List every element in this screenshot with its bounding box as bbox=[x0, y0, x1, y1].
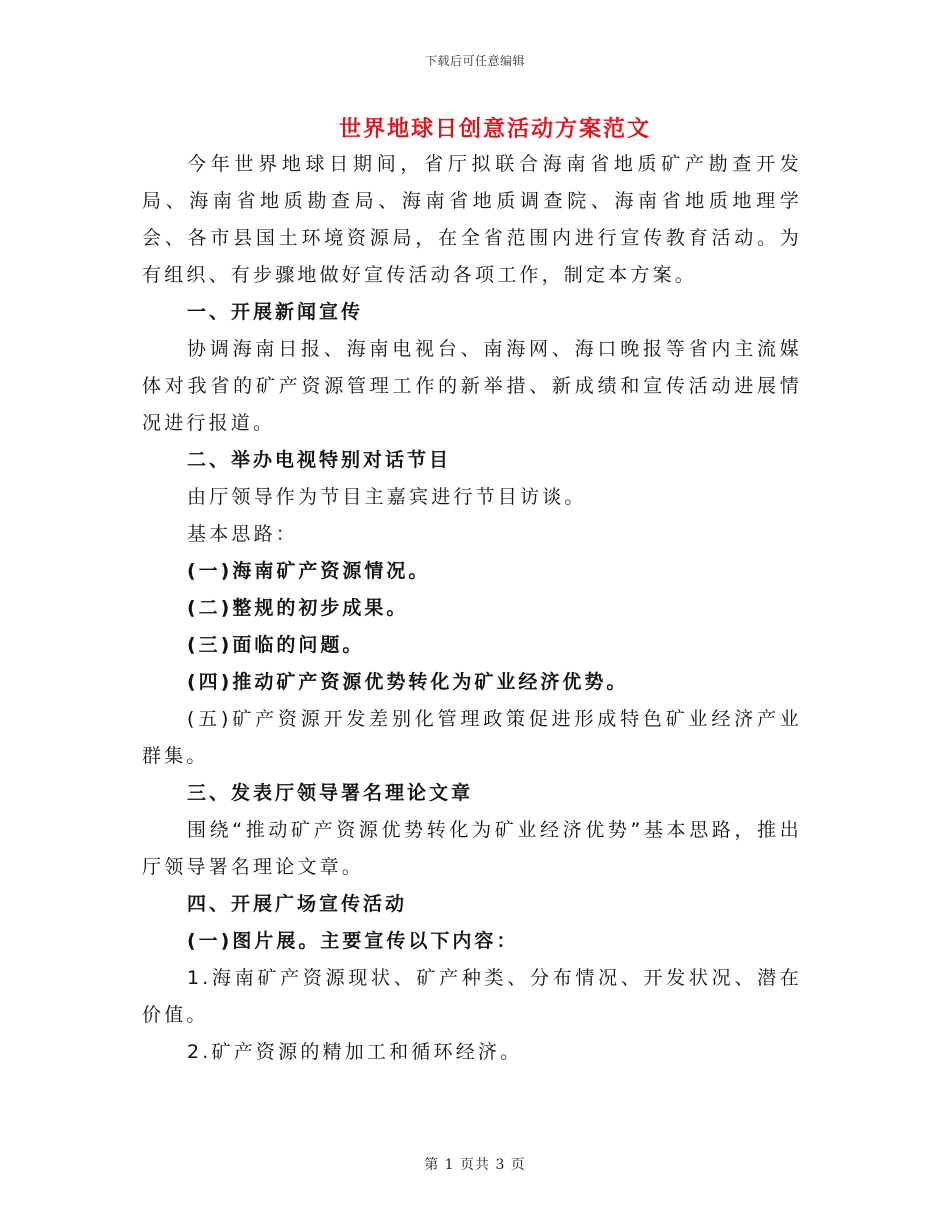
section-1-heading: 一、开展新闻宣传 bbox=[187, 301, 364, 323]
section-3-body: 围绕“推动矿产资源优势转化为矿业经济优势”基本思路，推出厅领导署名理论文章。 bbox=[142, 819, 802, 878]
intro-paragraph: 今年世界地球日期间，省厅拟联合海南省地质矿产勘查开发局、海南省地质勘查局、海南省地质调查院、海南省地质地理学会、各市县国土环境资源局，在全省范围内进行宣传教育活动。为有组织、有步骤地做好宣传活动各项工作，制定本方案。 bbox=[142, 153, 802, 286]
document-title: 世界地球日创意活动方案范文 bbox=[338, 117, 651, 142]
page-footer: 第 1 页共 3 页 bbox=[424, 1157, 526, 1173]
section-2-item-2: (二)整规的初步成果。 bbox=[187, 597, 409, 619]
section-2-body: 由厅领导作为节目主嘉宾进行节目访谈。 bbox=[187, 486, 587, 508]
section-2-item-3: (三)面临的问题。 bbox=[187, 634, 365, 656]
header-note: 下载后可任意编辑 bbox=[424, 54, 525, 68]
section-2-item-4: (四)推动矿产资源优势转化为矿业经济优势。 bbox=[187, 671, 629, 693]
section-1-body: 协调海南日报、海南电视台、南海网、海口晚报等省内主流媒体对我省的矿产资源管理工作的新举措、新成绩和宣传活动进展情况进行报道。 bbox=[142, 338, 802, 434]
section-2-item-1: (一)海南矿产资源情况。 bbox=[187, 560, 431, 582]
section-4-subheading-1: (一)图片展。主要宣传以下内容： bbox=[187, 930, 519, 952]
document-body bbox=[142, 146, 802, 1071]
section-4-heading: 四、开展广场宣传活动 bbox=[187, 893, 408, 915]
section-3-heading: 三、发表厅领导署名理论文章 bbox=[187, 782, 474, 804]
section-2-basic-idea: 基本思路： bbox=[187, 523, 299, 545]
section-2-heading: 二、举办电视特别对话节目 bbox=[187, 449, 452, 471]
section-2-item-5: (五)矿产资源开发差别化管理政策促进形成特色矿业经济产业群集。 bbox=[142, 708, 802, 767]
section-4-item-2: 2.矿产资源的精加工和循环经济。 bbox=[187, 1041, 523, 1063]
section-4-item-1: 1.海南矿产资源现状、矿产种类、分布情况、开发状况、潜在价值。 bbox=[142, 967, 802, 1026]
